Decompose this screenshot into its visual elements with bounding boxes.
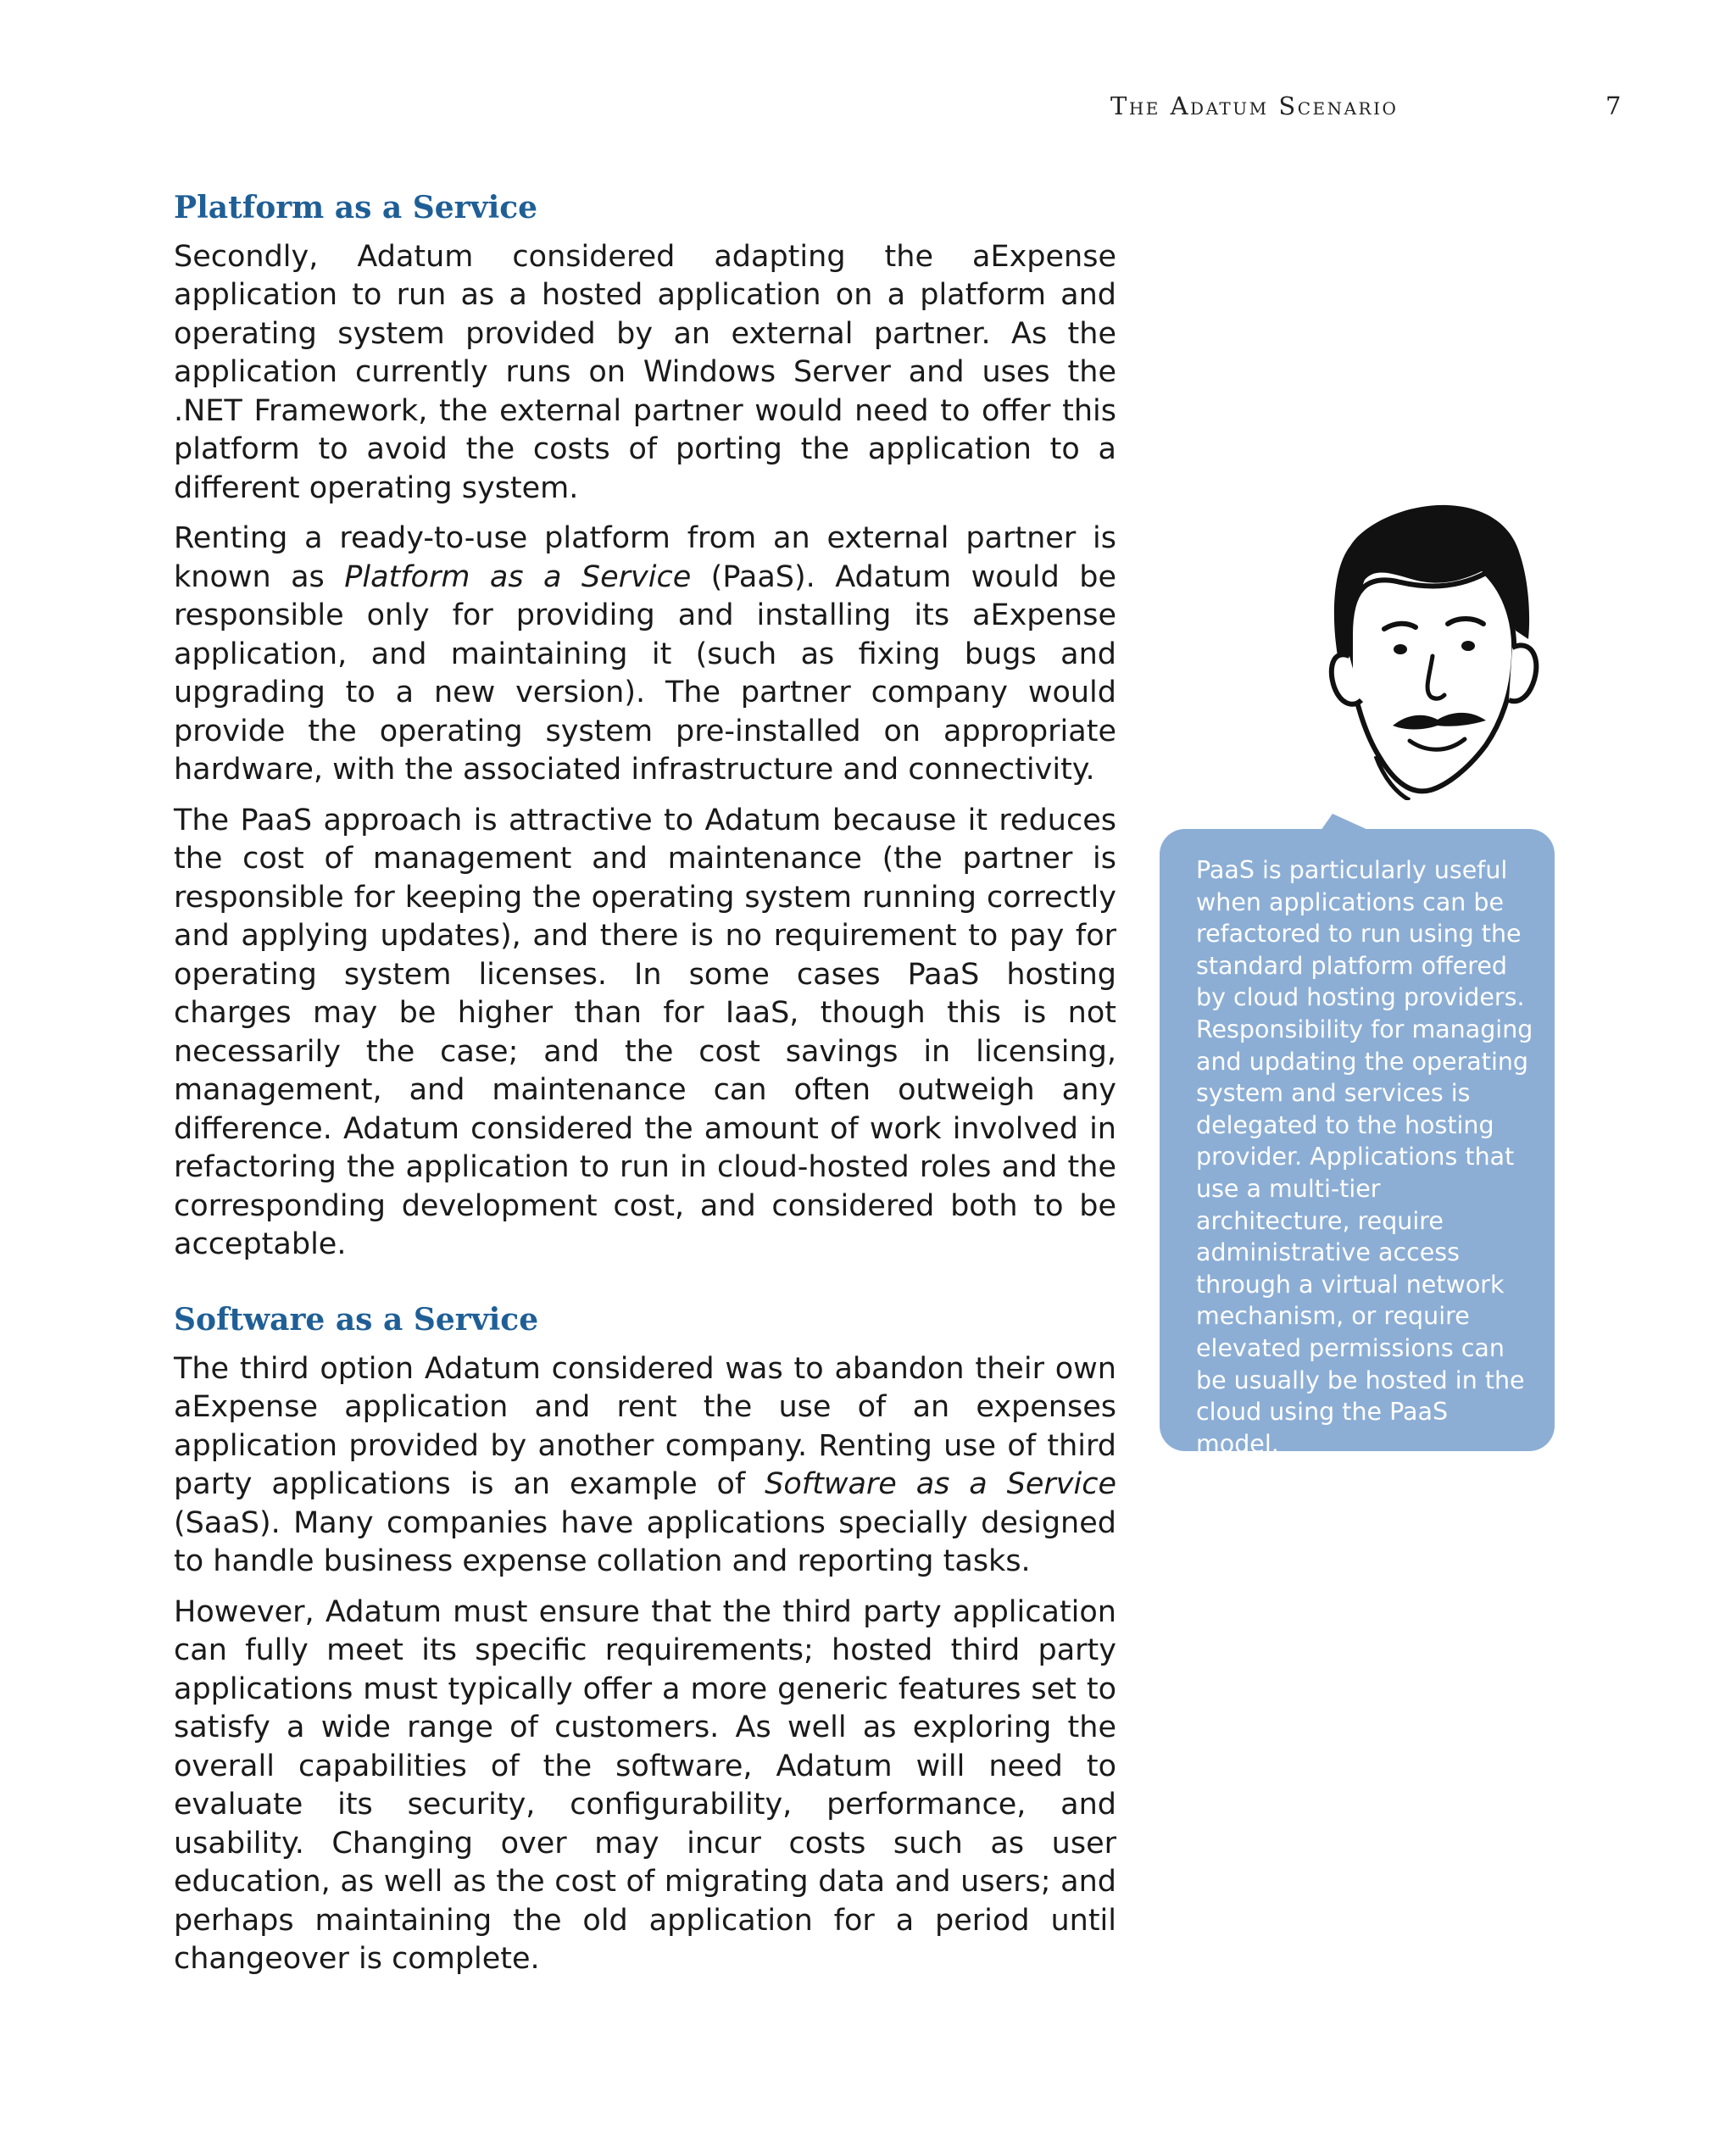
sidebar-callout bbox=[1160, 829, 1555, 1458]
callout-pointer bbox=[1321, 814, 1370, 831]
callout-text: PaaS is particularly useful when applications can be refactored to run using the standard platform offered by cloud hosting providers. Responsibility for managing and updating the operating system and services is delegated to the hosting provider. Applications that use a multi-tier architecture, require administrative access through a virtual network mechanism, or require elevated permissions can be usually be hosted in the cloud using the PaaS model. bbox=[1196, 856, 1533, 1458]
section-heading-paas: Platform as a Service bbox=[174, 190, 538, 225]
main-column bbox=[174, 188, 1116, 1991]
italic-term: Platform as a Service bbox=[344, 559, 692, 594]
paragraph-text: Renting a ready-to-use platform from an external partner is known as bbox=[174, 521, 1116, 594]
italic-term: Software as a Service bbox=[765, 1467, 1117, 1502]
paragraph-text: (SaaS). Many companies have applications specially designed to handle business expense collation and reporting tasks. bbox=[174, 1505, 1116, 1579]
man-with-mustache-portrait-icon bbox=[1312, 487, 1558, 800]
body-paragraph: The PaaS approach is attractive to Adatum because it reduces the cost of management and maintenance (the partner is responsible for keeping the operating system running correctly and applying updates), and there is no requirement to pay for operating system licenses. In some cases PaaS hosting charges may be higher than for IaaS, though this is not necessarily the case; and the cost savings in licensing, management, and maintenance can often outweigh any difference. Adatum considered the amount of work involved in refactoring the application to run in cloud-hosted roles and the corresponding development cost, and considered both to be acceptable. bbox=[174, 803, 1116, 1262]
body-paragraph: However, Adatum must ensure that the third party application can fully meet its specific requirements; hosted third party applications must typically offer a more generic features set to satisfy a wide range of customers. As well as exploring the overall capabilities of the software, Adatum will need to evaluate its security, configurability, performance, and usability. Changing over may incur costs such as user education, as well as the cost of migrating data and users; and perhaps maintaining the old application for a period until changeover is complete. bbox=[174, 1594, 1116, 1977]
paragraph-text: The third option Adatum considered was to abandon their own aExpense application and rent the use of an expenses application provided by another company. Renting use of third party applications is an example of bbox=[174, 1351, 1116, 1502]
body-paragraph bbox=[174, 520, 1116, 790]
page-number: 7 bbox=[1605, 92, 1622, 120]
section-heading-saas: Software as a Service bbox=[174, 1301, 539, 1338]
paragraph-text: (PaaS). Adatum would be responsible only for providing and installing its aExpense application, and maintaining it (such as fixing bugs and upgrading to a new version). The partner company would provide the operating system pre-installed on appropriate hardware, with the associated infrastructure and connectivity. bbox=[174, 559, 1116, 787]
running-head-title: The Adatum Scenario bbox=[1110, 92, 1399, 120]
body-paragraph: Secondly, Adatum considered adapting the aExpense application to run as a hosted application on a platform and operating system provided by an external partner. As the application currently runs on Windows Server and uses the .NET Framework, the external partner would need to offer this platform to avoid the costs of porting the application to a different operating system. bbox=[174, 239, 1116, 505]
body-paragraph bbox=[174, 1350, 1116, 1582]
